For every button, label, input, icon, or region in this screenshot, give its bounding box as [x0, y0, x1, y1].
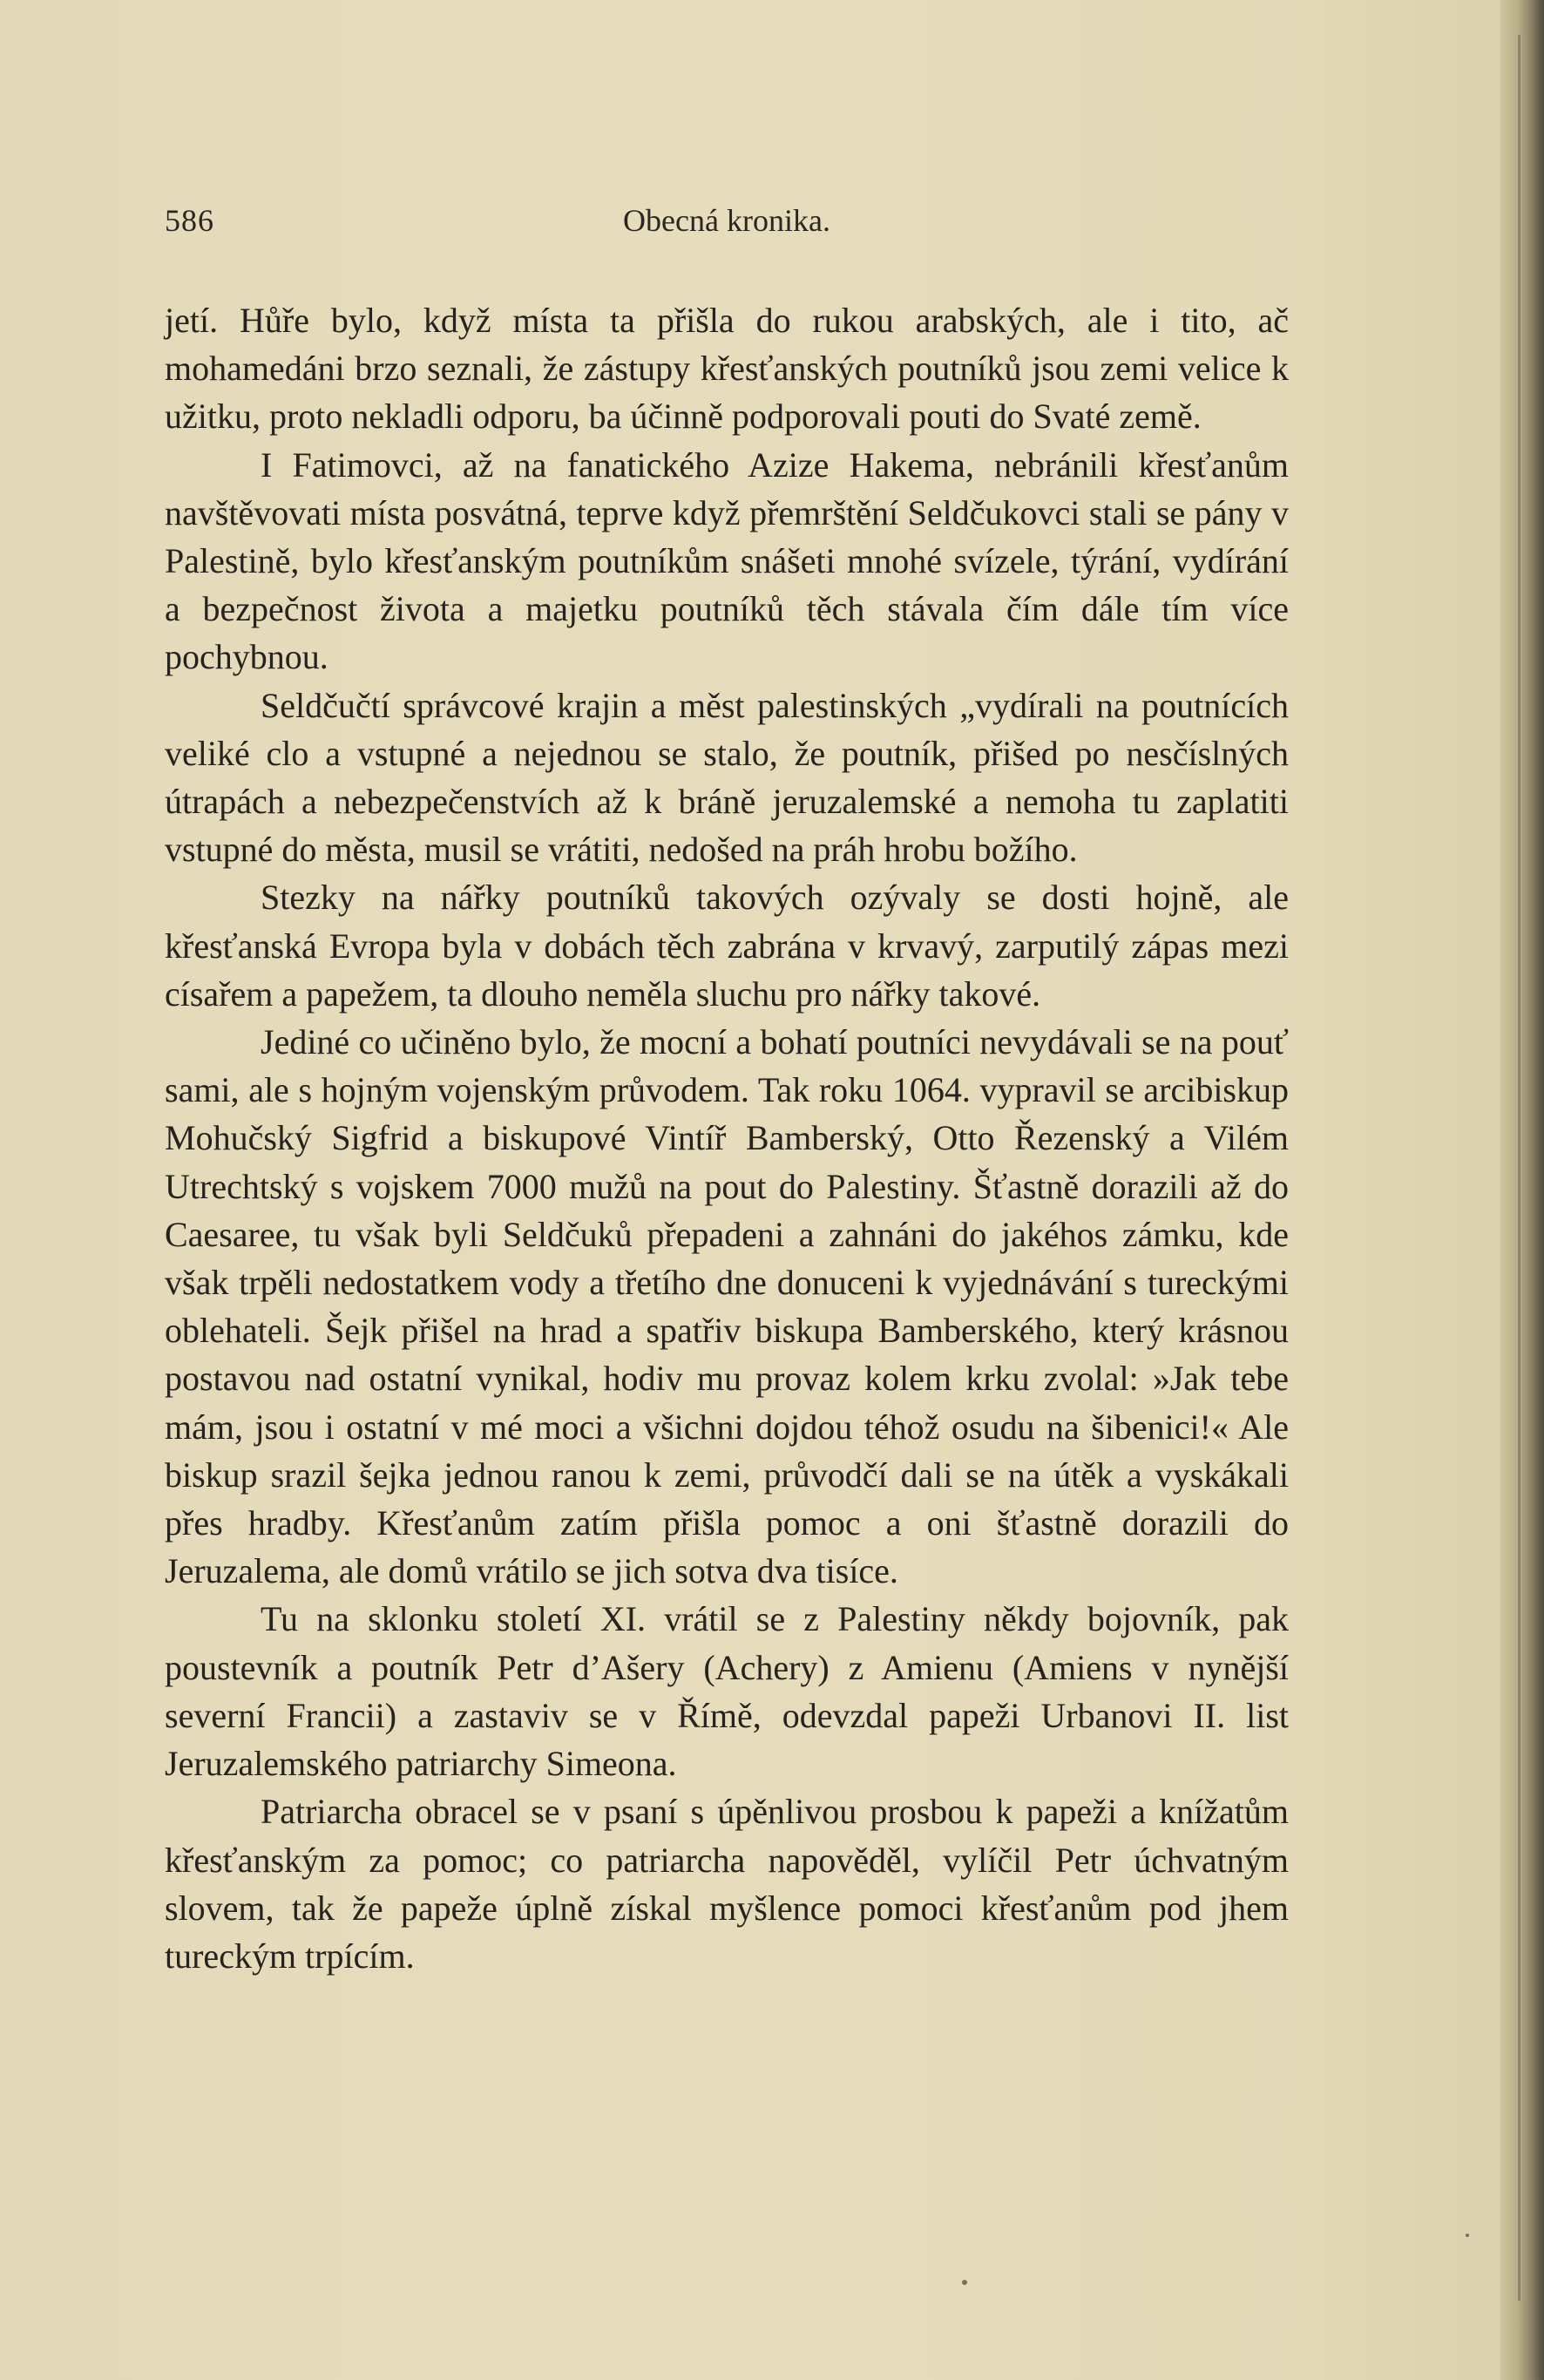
ink-speck	[1466, 2234, 1469, 2237]
body-text	[165, 296, 1289, 1980]
edge-shadow-line	[1518, 35, 1520, 2301]
page-binding-edge	[1500, 0, 1544, 2380]
page-number: 586	[165, 203, 214, 238]
paragraph-7: Patriarcha obracel se v psaní s úpěnlivou prosbou k papeži a knížatům křesťanským za pomoc; co patriarcha napověděl, vylíčil Petr úchvatným slovem, tak že papeže úplně získal myšlence pomoci křesťanům pod jhem tureckým trpícím.	[165, 1792, 1289, 1976]
running-title: Obecná kronika.	[623, 203, 830, 238]
paragraph-2: I Fatimovci, až na fanatického Azize Hakema, nebránili křesťanům navštěvovati místa posvátná, teprve když přemrštění Seldčukovci stali se pány v Palestině, bylo křesťanským poutníkům snášeti mnohé svízele, týrání, vydírání a bezpečnost života a majetku poutníků těch stávala čím dále tím více pochybnou.	[165, 444, 1289, 677]
paragraph-4: Stezky na nářky poutníků takových ozývaly se dosti hojně, ale křesťanská Evropa byla v dobách těch zabrána v krvavý, zarputilý zápas mezi císařem a papežem, ta dlouho neměla sluchu pro nářky takové.	[165, 878, 1289, 1014]
paragraph-3: Seldčučtí správcové krajin a měst palestinských „vydírali na poutnících veliké clo a vstupné a nejednou se stalo, že poutník, přišed po nesčíslných útrapách a nebezpečenstvích až k bráně jeruzalemské a nemoha tu zaplatiti vstupné do města, musil se vrátiti, nedošed na práh hrobu božího.	[165, 685, 1289, 870]
paragraph-5: Jediné co učiněno bylo, že mocní a bohatí poutníci nevydávali se na pouť sami, ale s hojným vojenským průvodem. Tak roku 1064. vypravil se arcibiskup Mohučský Sigfrid a biskupové Vintíř Bamberský, Otto Řezenský a Vilém Utrechtský s vojskem 7000 mužů na pout do Palestiny. Šťastně dorazili až do Caesaree, tu však byli Seldčuků přepadeni a zahnáni do jakéhos zámku, kde však trpěli nedostatkem vody a třetího dne donuceni k vyjednávání s tureckými oblehateli. Šejk přišel na hrad a spatřiv biskupa Bamberského, který krásnou postavou nad ostatní vynikal, hodiv mu provaz kolem krku zvolal: »Jak tebe mám, jsou i ostatní v mé moci a všichni dojdou téhož osudu na šibenici!« Ale biskup srazil šejka jednou ranou k zemi, průvodčí dali se na útěk a vyskákali přes hradby. Křesťanům zatím přišla pomoc a oni šťastně dorazili do Jeruzalema, ale domů vrátilo se jich sotva dva tisíce.	[165, 1022, 1289, 1591]
paragraph-1: jetí. Hůře bylo, když místa ta přišla do rukou arabských, ale i tito, ač mohamedáni brzo seznali, že zástupy křesťanských poutníků jsou zemi velice k užitku, proto nekladli odporu, ba účinně podporovali pouti do Svaté země.	[165, 301, 1289, 437]
ink-speck	[962, 2280, 967, 2285]
paragraph-6: Tu na sklonku století XI. vrátil se z Palestiny někdy bojovník, pak poustevník a poutník Petr d’Ašery (Achery) z Amienu (Amiens v nynější severní Francii) a zastaviv se v Římě, odevzdal papeži Urbanovi II. list Jeruzalemského patriarchy Simeona.	[165, 1599, 1289, 1784]
page-header	[165, 202, 1289, 254]
